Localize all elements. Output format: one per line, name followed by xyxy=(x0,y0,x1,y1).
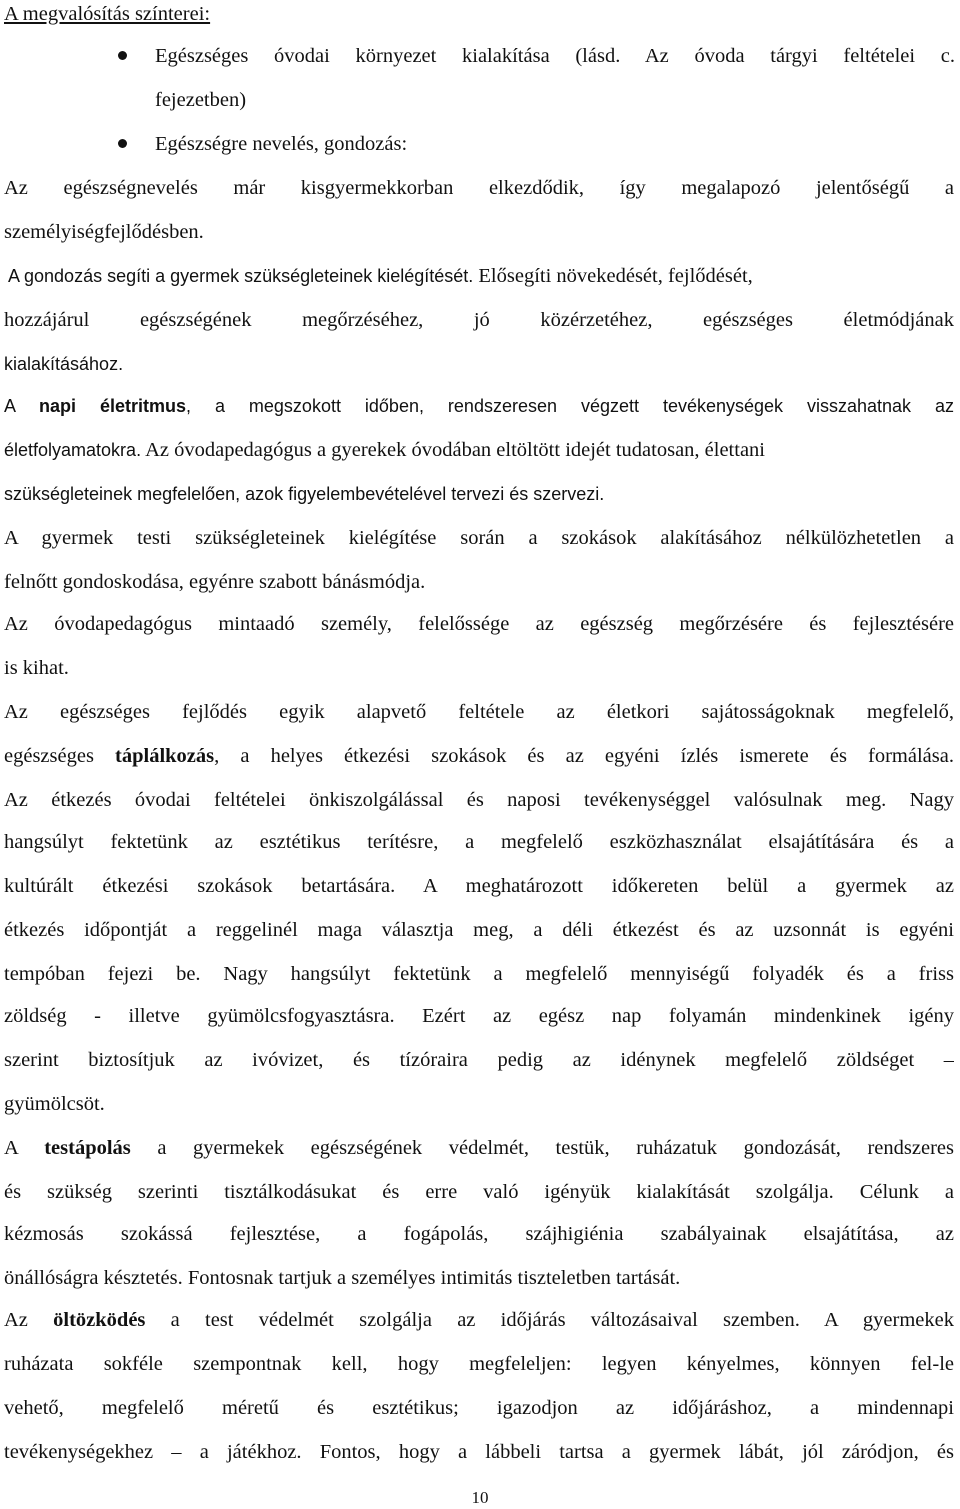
oltozkodes-line-2: ruházata sokféle szempontnak kell, hogy megfeleljen: legyen kényelmes, könnyen fel-le xyxy=(4,1353,954,1375)
mintaado-line-1: Az óvodapedagógus mintaadó személy, felelőssége az egészség megőrzésére és fejlesztésére xyxy=(4,613,954,635)
oltozkodes-line-4: tevékenységekhez – a játékhoz. Fontos, hogy a lábbeli tartsa a gyermek lábát, jól záródjon, és xyxy=(4,1441,954,1463)
bullet-dot-icon xyxy=(118,51,127,60)
bold-term-oltozkodes: öltözködés xyxy=(53,1309,146,1331)
testapolas-line-4: önállóságra késztetés. Fontosnak tartjuk a személyes intimitás tiszteletben tartását. xyxy=(4,1267,681,1289)
taplalkozas-line-10: gyümölcsöt. xyxy=(4,1093,105,1115)
gondozas-line-2: hozzájárul egészségének megőrzéséhez, jó közérzetéhez, egészséges életmódjának xyxy=(4,309,954,331)
eletritmus-line-1: A napi életritmus, a megszokott időben, rendszeresen végzett tevékenységek visszahatnak az xyxy=(4,396,954,416)
testapolas-line-3: kézmosás szokássá fejlesztése, a fogápolás, szájhigiénia szabályainak elsajátítása, az xyxy=(4,1223,954,1245)
testapolas-line-2: és szükség szerinti tisztálkodásukat és erre való igényük kialakítását szolgálja. Célunk a xyxy=(4,1181,954,1203)
bold-term-testapolas: testápolás xyxy=(44,1137,131,1159)
taplalkozas-line-7: tempóban fejezi be. Nagy hangsúlyt fektetünk a megfelelő mennyiségű folyadék és a friss xyxy=(4,963,954,985)
taplalkozas-line-2: egészséges táplálkozás, a helyes étkezési szokások és az egyéni ízlés ismerete és formálása. xyxy=(4,745,954,767)
taplalkozas-line-9: szerint biztosítjuk az ivóvizet, és tízóraira pedig az idénynek megfelelő zöldséget – xyxy=(4,1049,954,1071)
bold-term-taplalkozas: táplálkozás xyxy=(115,745,215,767)
taplalkozas-line-5: kultúrált étkezési szokások betartására. A meghatározott időkereten belül a gyermek az xyxy=(4,875,954,897)
bullet-dot-icon xyxy=(118,139,127,148)
gondozas-line-1: A gondozás segíti a gyermek szükségleteinek kielégítését. Elősegíti növekedését, fejlődését, xyxy=(8,265,753,287)
bold-term-eletritmus: napi életritmus xyxy=(38,396,186,416)
testapolas-line-1: A testápolás a gyermekek egészségének védelmét, testük, ruházatuk gondozását, rendszeres xyxy=(4,1137,954,1159)
intro-line-2: személyiségfejlődésben. xyxy=(4,221,204,243)
bullet-item-1-line-1: Egészséges óvodai környezet kialakítása (lásd. Az óvoda tárgyi feltételei c. xyxy=(155,45,955,67)
taplalkozas-line-1: Az egészséges fejlődés egyik alapvető feltétele az életkori sajátosságoknak megfelelő, xyxy=(4,701,954,723)
testi-line-1: A gyermek testi szükségleteinek kielégítése során a szokások alakításához nélkülözhetetlen a xyxy=(4,527,954,549)
gondozas-line-3: kialakításához. xyxy=(4,354,124,374)
testi-line-2: felnőtt gondoskodása, egyénre szabott bánásmódja. xyxy=(4,571,426,593)
bullet-item-2: Egészségre nevelés, gondozás: xyxy=(155,133,408,155)
page-number: 10 xyxy=(471,1488,489,1507)
taplalkozas-line-4: hangsúlyt fektetünk az esztétikus terítésre, a megfelelő eszközhasználat elsajátítására és a xyxy=(4,831,954,853)
oltozkodes-line-3: vehető, megfelelő méretű és esztétikus; igazodjon az időjáráshoz, a mindennapi xyxy=(4,1397,954,1419)
eletritmus-line-3: szükségleteinek megfelelően, azok figyelembevételével tervezi és szervezi. xyxy=(4,484,605,504)
bullet-item-1-line-2: fejezetben) xyxy=(155,89,247,111)
eletritmus-line-2: életfolyamatokra. Az óvodapedagógus a gyerekek óvodában eltöltött idejét tudatosan, élettani xyxy=(4,439,765,461)
oltozkodes-line-1: Az öltözködés a test védelmét szolgálja az időjárás változásaival szemben. A gyermekek xyxy=(4,1309,954,1331)
section-heading: A megvalósítás színterei: xyxy=(4,3,211,25)
intro-line-1: Az egészségnevelés már kisgyermekkorban elkezdődik, így megalapozó jelentőségű a xyxy=(4,177,954,199)
taplalkozas-line-3: Az étkezés óvodai feltételei önkiszolgálással és naposi tevékenységgel valósulnak meg. Nagy xyxy=(4,789,954,811)
taplalkozas-line-8: zöldség - illetve gyümölcsfogyasztásra. Ezért az egész nap folyamán mindenkinek igény xyxy=(4,1005,954,1027)
taplalkozas-line-6: étkezés időpontját a reggelinél maga választja meg, a déli étkezést és az uzsonnát is egyéni xyxy=(4,919,954,941)
mintaado-line-2: is kihat. xyxy=(4,657,69,679)
